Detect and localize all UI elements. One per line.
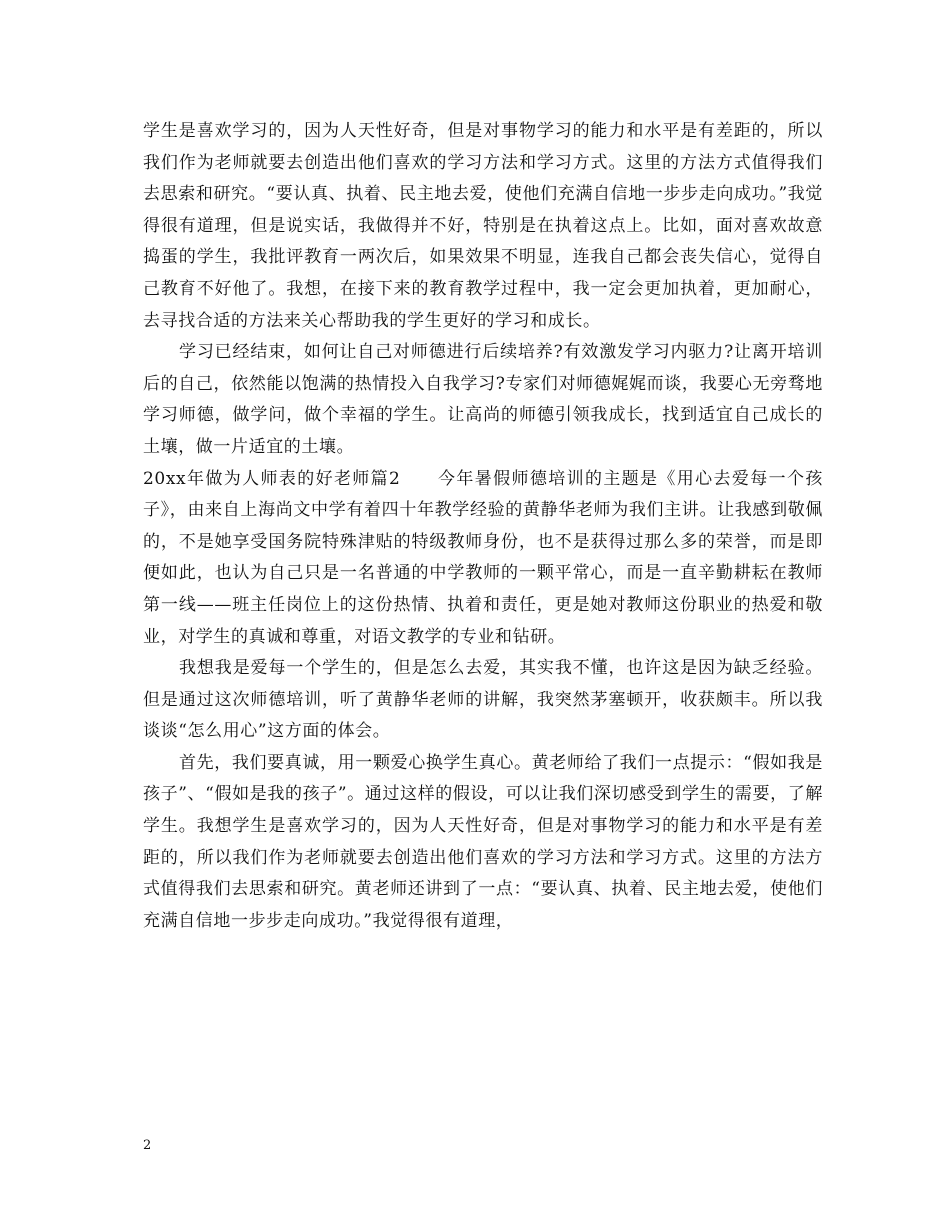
page-number: 2 <box>143 1138 152 1153</box>
paragraph-3-section-heading: 20xx年做为人师表的好老师篇2 今年暑假师德培训的主题是《用心去爱每一个孩子》，由来自上海尚文中学有着四十年教学经验的黄静华老师为我们主讲。让我感到敬佩的，不是她享受国务院特殊津贴的特级教师身份，也不是获得过那么多的荣誉，而是即便如此，也认为自己只是一名普通的中学教师的一颗平常心，而是一直辛勤耕耘在教师第一线——班主任岗位上的这份热情、执着和责任，更是她对教师这份职业的热爱和敬业，对学生的真诚和尊重，对语文教学的专业和钻研。 <box>143 468 823 647</box>
document-body <box>143 116 823 937</box>
paragraph-1: 学生是喜欢学习的，因为人天性好奇，但是对事物学习的能力和水平是有差距的，所以我们作为老师就要去创造出他们喜欢的学习方法和学习方式。这里的方法方式值得我们去思索和研究。“要认真、执着、民主地去爱，使他们充满自信地一步步走向成功。”我觉得很有道理，但是说实话，我做得并不好，特别是在执着这点上。比如，面对喜欢故意捣蛋的学生，我批评教育一两次后，如果效果不明显，连我自己都会丧失信心，觉得自己教育不好他了。我想，在接下来的教育教学过程中，我一定会更加执着，更加耐心，去寻找合适的方法来关心帮助我的学生更好的学习和成长。 <box>143 121 823 331</box>
paragraph-2: 学习已经结束，如何让自己对师德进行后续培养?有效激发学习内驱力?让离开培训后的自己，依然能以饱满的热情投入自我学习?专家们对师德娓娓而谈，我要心无旁骛地学习师德，做学问，做个幸福的学生。让高尚的师德引领我成长，找到适宜自己成长的土壤，做一片适宜的土壤。 <box>143 342 823 457</box>
paragraph-4: 我想我是爱每一个学生的，但是怎么去爱，其实我不懂，也许这是因为缺乏经验。但是通过这次师德培训，听了黄静华老师的讲解，我突然茅塞顿开，收获颇丰。所以我谈谈“怎么用心”这方面的体会。 <box>143 658 823 742</box>
paragraph-5: 首先，我们要真诚，用一颗爱心换学生真心。黄老师给了我们一点提示：“假如我是孩子”、“假如是我的孩子”。通过这样的假设，可以让我们深切感受到学生的需要，了解学生。我想学生是喜欢学习的，因为人天性好奇，但是对事物学习的能力和水平是有差距的，所以我们作为老师就要去创造出他们喜欢的学习方法和学习方式。这里的方法方式值得我们去思索和研究。黄老师还讲到了一点：“要认真、执着、民主地去爱，使他们充满自信地一步步走向成功。”我觉得很有道理， <box>143 752 823 931</box>
